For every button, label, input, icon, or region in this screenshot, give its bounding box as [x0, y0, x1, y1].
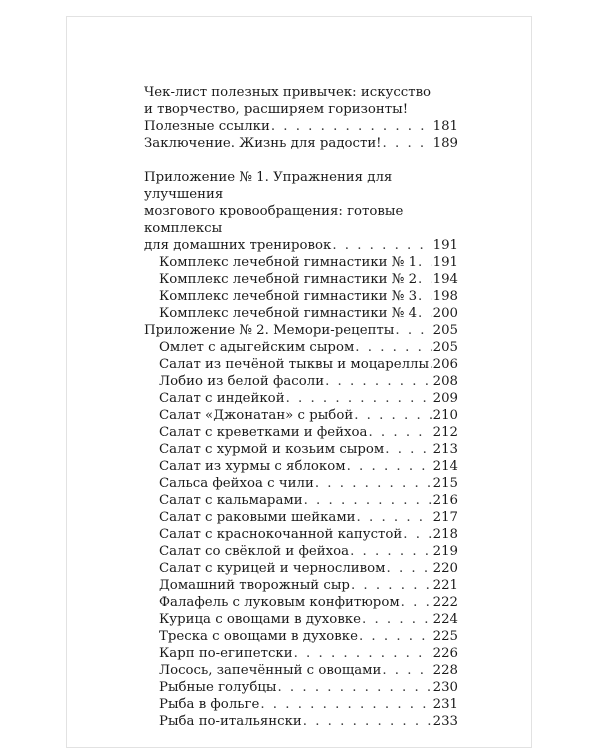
toc-entry — [144, 356, 458, 373]
toc-entry — [144, 662, 458, 679]
toc-entry-label: Салат с хурмой и козьим сыром — [159, 442, 385, 457]
toc-entry — [144, 611, 458, 628]
toc-entry-label: Салат с индейкой — [159, 391, 285, 406]
toc-entry — [144, 645, 458, 662]
appendix1-items — [144, 254, 458, 322]
toc-entry-label: Салат из хурмы с яблоком — [159, 459, 346, 474]
toc-entry-page: 200 — [432, 306, 458, 321]
toc-entry-page: 213 — [432, 442, 458, 457]
toc-entry — [144, 135, 458, 152]
toc-entry — [144, 509, 458, 526]
table-of-contents — [144, 84, 458, 730]
toc-entry — [144, 339, 458, 356]
toc-entry-page: 189 — [432, 136, 458, 151]
toc-entry-page: 206 — [432, 357, 458, 372]
toc-entry — [144, 322, 458, 339]
toc-entry-label: Фалафель с луковым конфитюром — [159, 595, 400, 610]
toc-entry-page: 224 — [432, 612, 458, 627]
toc-entry-label: Салат «Джонатан» с рыбой — [159, 408, 354, 423]
toc-entry-label: Комплекс лечебной гимнастики № 4 — [159, 306, 418, 321]
toc-entry-page: 220 — [432, 561, 458, 576]
toc-entry-label: Домашний творожный сыр — [159, 578, 350, 593]
toc-entry — [144, 441, 458, 458]
toc-entry-page: 228 — [432, 663, 458, 678]
toc-entry-label: Салат с раковыми шейками — [159, 510, 356, 525]
toc-entry-label: Лобио из белой фасоли — [159, 374, 325, 389]
toc-entry-label: Комплекс лечебной гимнастики № 1 — [159, 255, 418, 270]
toc-entry — [144, 237, 458, 254]
toc-entry-page: 210 — [432, 408, 458, 423]
toc-entry-page: 217 — [432, 510, 458, 525]
toc-heading-line-2: и творчество, расширяем горизонты! — [144, 102, 409, 117]
toc-entry-label: Курица с овощами в духовке — [159, 612, 361, 627]
toc-entry-label: Лосось, запечённый с овощами — [159, 663, 382, 678]
toc-entry-page: 218 — [432, 527, 458, 542]
toc-entry — [144, 628, 458, 645]
toc-entry — [144, 305, 458, 322]
toc-entry-page: 205 — [432, 340, 458, 355]
toc-entry-page: 212 — [432, 425, 458, 440]
appendix1-title-line-1: Приложение № 1. Упражнения для улучшения — [144, 170, 393, 202]
appendix1-title-line-2: мозгового кровообращения: готовые комплексы — [144, 204, 404, 236]
toc-entry-label: Комплекс лечебной гимнастики № 3 — [159, 289, 418, 304]
toc-entry-label: Салат из печёной тыквы и моцареллы — [159, 357, 430, 372]
toc-entry-label: Сальса фейхоа с чили — [159, 476, 314, 491]
toc-entry — [144, 118, 458, 135]
toc-entry-label: Треска с овощами в духовке — [159, 629, 358, 644]
top-entries — [144, 118, 458, 152]
toc-entry-page: 226 — [432, 646, 458, 661]
toc-entry — [144, 713, 458, 730]
toc-entry-label: Салат с курицей и черносливом — [159, 561, 386, 576]
toc-entry-page: 209 — [432, 391, 458, 406]
toc-entry — [144, 594, 458, 611]
toc-heading-line-1: Чек-лист полезных привычек: искусство — [144, 85, 432, 100]
toc-entry-page: 181 — [432, 119, 458, 134]
toc-entry-page: 191 — [432, 238, 458, 253]
toc-entry — [144, 271, 458, 288]
toc-entry — [144, 254, 458, 271]
toc-entry — [144, 458, 458, 475]
toc-entry-page: 208 — [432, 374, 458, 389]
toc-entry — [144, 407, 458, 424]
toc-entry — [144, 696, 458, 713]
toc-entry — [144, 560, 458, 577]
toc-entry-label: Салат с кальмарами — [159, 493, 303, 508]
toc-entry-page: 221 — [432, 578, 458, 593]
toc-entry-label: Заключение. Жизнь для радости! — [144, 136, 382, 151]
toc-entry — [144, 526, 458, 543]
toc-entry-label: Салат с краснокочанной капустой — [159, 527, 403, 542]
toc-entry-label: для домашних тренировок — [144, 238, 332, 253]
toc-entry-page: 216 — [432, 493, 458, 508]
toc-entry — [144, 288, 458, 305]
toc-entry — [144, 679, 458, 696]
toc-entry-page: 205 — [432, 323, 458, 338]
toc-entry-page: 222 — [432, 595, 458, 610]
toc-entry — [144, 475, 458, 492]
toc-entry-page: 194 — [432, 272, 458, 287]
toc-entry — [144, 492, 458, 509]
toc-entry — [144, 577, 458, 594]
toc-entry-page: 215 — [432, 476, 458, 491]
toc-entry-label: Рыба в фольге — [159, 697, 260, 712]
toc-entry-page: 225 — [432, 629, 458, 644]
toc-entry-page: 230 — [432, 680, 458, 695]
toc-entry — [144, 424, 458, 441]
toc-entry-page: 191 — [432, 255, 458, 270]
toc-entry — [144, 390, 458, 407]
toc-entry-page: 214 — [432, 459, 458, 474]
toc-entry-page: 219 — [432, 544, 458, 559]
toc-entry-label: Салат с креветками и фейхоа — [159, 425, 368, 440]
appendix2-items — [144, 339, 458, 730]
toc-entry — [144, 373, 458, 390]
toc-entry-label: Карп по-египетски — [159, 646, 293, 661]
toc-entry-label: Полезные ссылки — [144, 119, 270, 134]
toc-entry-page: 233 — [432, 714, 458, 729]
toc-entry-label: Омлет с адыгейским сыром — [159, 340, 355, 355]
toc-entry-label: Комплекс лечебной гимнастики № 2 — [159, 272, 418, 287]
toc-entry-label: Рыбные голубцы — [159, 680, 277, 695]
toc-entry-page: 231 — [432, 697, 458, 712]
toc-entry-page: 198 — [432, 289, 458, 304]
toc-entry-label: Приложение № 2. Мемори-рецепты — [144, 323, 395, 338]
toc-entry — [144, 543, 458, 560]
toc-entry-label: Салат со свёклой и фейхоа — [159, 544, 350, 559]
toc-entry-label: Рыба по-итальянски — [159, 714, 302, 729]
